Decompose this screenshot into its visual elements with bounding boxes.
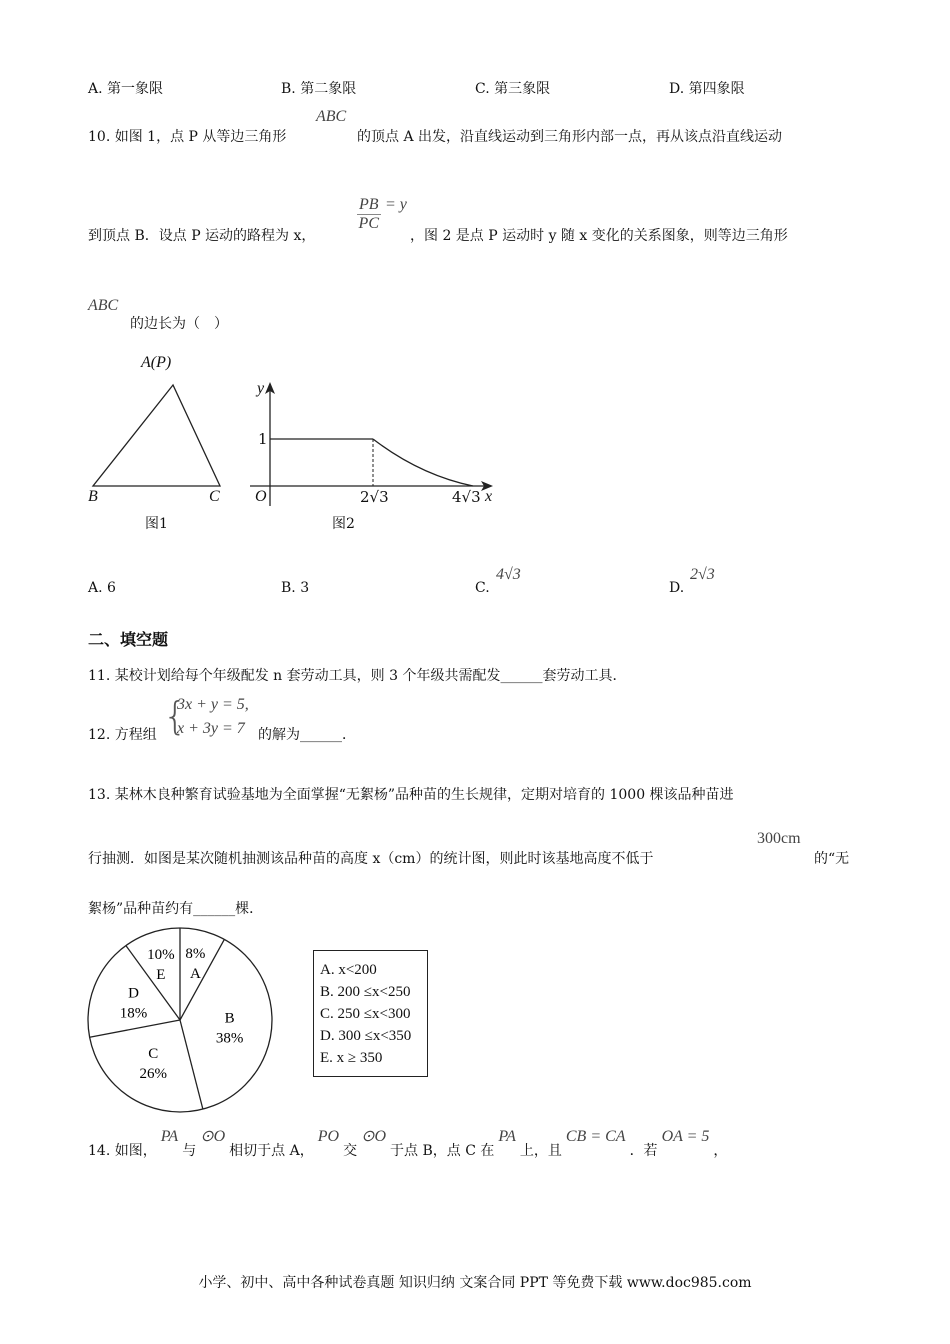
legend-item: D. 300 ≤x<350: [320, 1028, 412, 1044]
pie-percent-A: 8%: [185, 945, 206, 962]
q13-text-3: 絮杨”品种苗约有______棵．: [88, 901, 264, 917]
q10-option-a: A. 6: [88, 580, 116, 596]
pie-slice-boundary-C: [180, 1020, 203, 1109]
pie-slice-boundary-D: [90, 1020, 180, 1037]
legend-item: B. 200 ≤x<250: [320, 984, 411, 1000]
q10-option-c: C.: [475, 580, 490, 596]
pie-percent-D: 18%: [119, 1005, 148, 1022]
fig2-label-x: x: [485, 488, 493, 505]
q14-d: 交: [343, 1143, 358, 1159]
decay-curve: [373, 439, 473, 486]
q13-text-2a: 行抽测．如图是某次随机抽测该品种苗的高度 x（cm）的统计图，则此时该基地高度不低于: [88, 851, 654, 867]
section-heading: 二、填空题: [88, 630, 169, 649]
q11-text: 11. 某校计划给每个年级配发 n 套劳动工具，则 3 个年级共需配发______套劳动工具．: [88, 668, 627, 684]
pie-label-D: D: [128, 985, 139, 1002]
legend-item: E. x ≥ 350: [320, 1050, 383, 1066]
q14-line: [88, 1128, 728, 1160]
pie-legend: [313, 950, 428, 1077]
q14-po: PO: [317, 1128, 340, 1145]
q9-option-d: D. 第四象限: [669, 81, 745, 97]
q12-eq1: 3x + y = 5,: [177, 696, 249, 713]
q14-b: 与: [182, 1143, 197, 1159]
q14-e: 于点 B，点 C 在: [390, 1143, 495, 1159]
q13-text-1: 13. 某林木良种繁育试验基地为全面掌握“无絮杨”品种苗的生长规律，定期对培育的 1000 棵该品种苗进: [88, 787, 734, 803]
q10-text-2b: ，图 2 是点 P 运动时 y 随 x 变化的关系图象，则等边三角形: [410, 228, 788, 244]
q14-circ: ⊙O: [200, 1128, 226, 1145]
frac-eq: = y: [385, 196, 407, 213]
fig2-label-o: O: [255, 488, 267, 505]
q14-f: 上，且: [519, 1143, 562, 1159]
q14-c: 相切于点 A，: [229, 1143, 314, 1159]
legend-item: A. x<200: [320, 962, 377, 978]
q10-option-d-math: 2√3: [690, 566, 715, 583]
q14-pa: PA: [160, 1128, 179, 1145]
fig1-caption: 图1: [145, 516, 168, 532]
q10-math-abc-2: ABC: [88, 297, 119, 314]
q13-math: 300cm: [757, 830, 801, 847]
pie-percent-B: 38%: [215, 1030, 244, 1047]
q14-cb: CB = CA: [565, 1128, 626, 1145]
pie-label-A: A: [189, 965, 201, 982]
q12-eq2: x + 3y = 7: [177, 720, 245, 737]
pie-label-B: B: [224, 1010, 235, 1027]
triangle-abc: [93, 385, 220, 486]
fig1-label-c: C: [209, 488, 220, 505]
q10-fraction: [357, 196, 407, 233]
q10-option-b: B. 3: [281, 580, 310, 596]
q14-circ2: ⊙O: [361, 1128, 387, 1145]
q9-option-b: B. 第二象限: [281, 81, 357, 97]
frac-den: PC: [358, 215, 379, 232]
fig2-label-2r3: 2√3: [360, 488, 389, 506]
pie-percent-E: 10%: [147, 947, 175, 964]
q9-option-c: C. 第三象限: [475, 81, 551, 97]
q12-suffix: 的解为______．: [258, 727, 356, 743]
q14-a: 14. 如图，: [88, 1143, 157, 1159]
q10-option-c-math: 4√3: [496, 566, 521, 583]
fig2-label-4r3: 4√3: [452, 488, 481, 506]
q9-option-a: A. 第一象限: [88, 81, 164, 97]
fig2-caption: 图2: [332, 516, 355, 532]
q10-text-3: 的边长为（ ）: [130, 316, 228, 332]
q10-text-2a: 到顶点 B．设点 P 运动的路程为 x，: [88, 228, 316, 244]
fig2-label-y: y: [257, 380, 265, 397]
frac-num: PB: [359, 196, 379, 213]
q14-oa: OA = 5: [661, 1128, 710, 1145]
fig2-label-1: 1: [258, 430, 268, 448]
brace-icon: {: [163, 694, 188, 738]
q12-prefix: 12. 方程组: [88, 727, 157, 743]
pie-chart: [80, 920, 280, 1120]
pie-label-C: C: [148, 1046, 159, 1063]
q14-pa2: PA: [498, 1128, 516, 1145]
pie-percent-C: 26%: [139, 1066, 167, 1083]
q10-figures: [80, 350, 520, 540]
footer: 小学、初中、高中各种试卷真题 知识归纳 文案合同 PPT 等免费下载 www.doc985.com: [198, 1275, 752, 1291]
fig1-label-a: A(P): [141, 354, 172, 371]
q14-h: ，: [713, 1143, 728, 1159]
q10-option-d: D.: [669, 580, 685, 596]
q13-text-2b: 的“无: [814, 851, 850, 867]
q10-text-1b: 的顶点 A 出发，沿直线运动到三角形内部一点，再从该点沿直线运动: [357, 129, 783, 145]
q10-text-1a: 10. 如图 1，点 P 从等边三角形: [88, 129, 287, 145]
legend-item: C. 250 ≤x<300: [320, 1006, 411, 1022]
q10-math-abc: ABC: [316, 108, 347, 125]
fig1-label-b: B: [88, 488, 98, 505]
pie-label-E: E: [156, 967, 166, 984]
q14-g: ．若: [629, 1143, 658, 1159]
